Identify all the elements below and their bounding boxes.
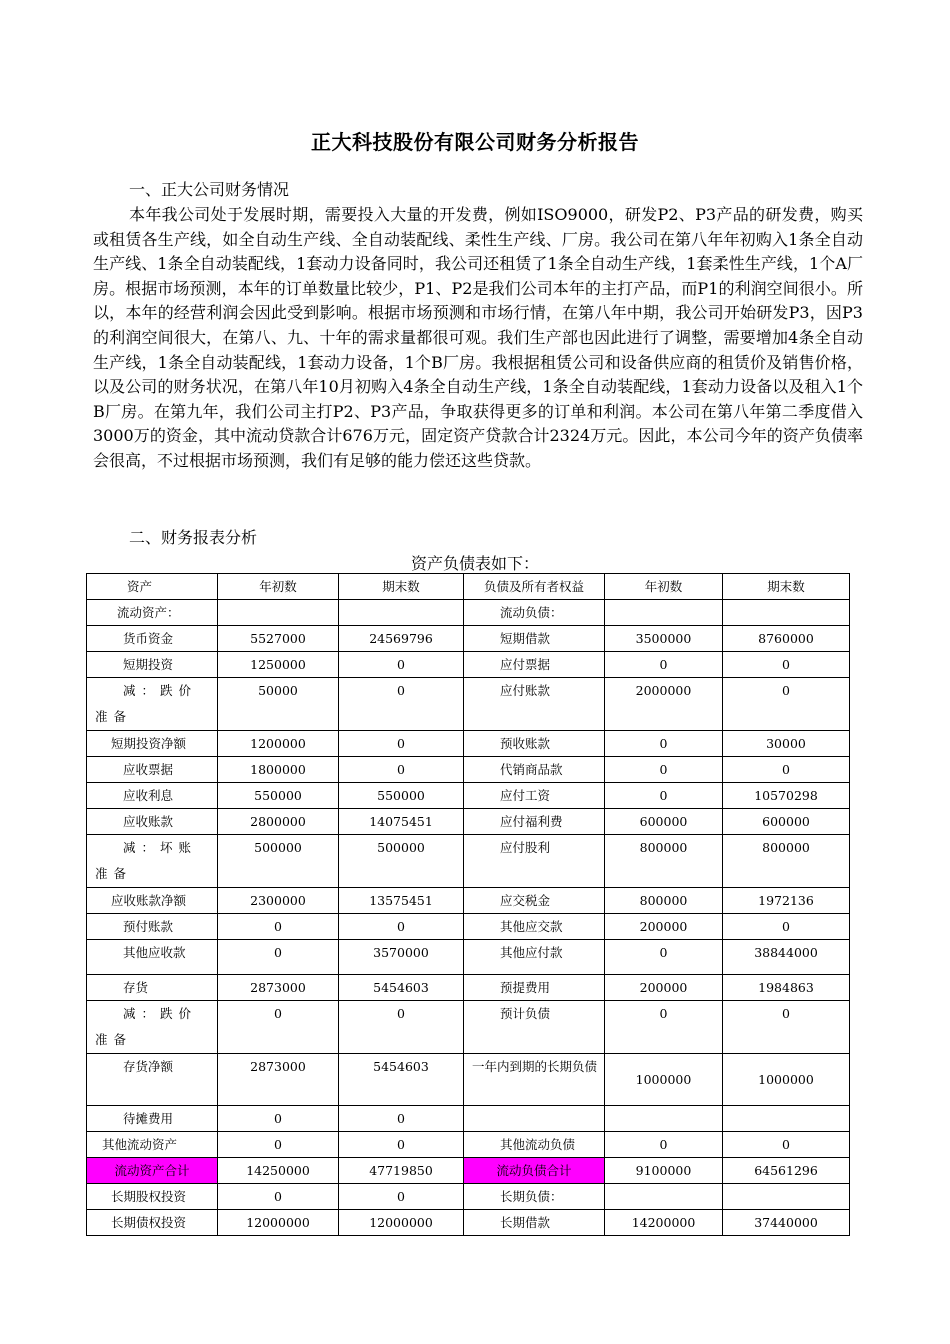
table-row xyxy=(87,1210,850,1236)
table-row xyxy=(87,1106,850,1132)
cell-value: 1000000 xyxy=(605,1054,723,1106)
cell-value: 800000 xyxy=(605,835,723,888)
cell-liability-label: 应付票据 xyxy=(464,652,605,678)
cell-value: 38844000 xyxy=(723,940,850,975)
table-row xyxy=(87,731,850,757)
cell-value: 0 xyxy=(339,652,464,678)
cell-value: 0 xyxy=(218,1132,339,1158)
cell-value: 1200000 xyxy=(218,731,339,757)
report-title: 正大科技股份有限公司财务分析报告 xyxy=(311,130,639,154)
table-row xyxy=(87,783,850,809)
cell-value xyxy=(723,600,850,626)
cell-value: 5527000 xyxy=(218,626,339,652)
cell-value: 0 xyxy=(605,731,723,757)
cell-liability-label: 预收账款 xyxy=(464,731,605,757)
cell-value: 10570298 xyxy=(723,783,850,809)
cell-asset-label: 减：坏账准备 xyxy=(87,835,218,888)
cell-value xyxy=(218,600,339,626)
cell-value: 3570000 xyxy=(339,940,464,975)
table-row xyxy=(87,652,850,678)
cell-value: 0 xyxy=(218,1001,339,1054)
header-assets: 资产 xyxy=(87,574,218,600)
cell-liability-label: 预计负债 xyxy=(464,1001,605,1054)
cell-value: 13575451 xyxy=(339,888,464,914)
cell-liability-total-label: 流动负债合计 xyxy=(464,1158,605,1184)
cell-liability-label: 预提费用 xyxy=(464,975,605,1001)
table-row xyxy=(87,678,850,731)
cell-value xyxy=(723,1106,850,1132)
cell-value: 0 xyxy=(605,652,723,678)
cell-value: 0 xyxy=(723,914,850,940)
header-begin: 年初数 xyxy=(605,574,723,600)
cell-value: 0 xyxy=(605,1001,723,1054)
cell-asset-label: 待摊费用 xyxy=(87,1106,218,1132)
cell-liability-label: 流动负债： xyxy=(464,600,605,626)
cell-asset-label: 应收利息 xyxy=(87,783,218,809)
cell-value: 1800000 xyxy=(218,757,339,783)
cell-value: 14075451 xyxy=(339,809,464,835)
header-end: 期末数 xyxy=(723,574,850,600)
cell-value: 600000 xyxy=(723,809,850,835)
cell-value: 50000 xyxy=(218,678,339,731)
table-row xyxy=(87,1054,850,1106)
cell-value: 0 xyxy=(339,757,464,783)
cell-value: 2300000 xyxy=(218,888,339,914)
cell-value: 1972136 xyxy=(723,888,850,914)
cell-value: 1984863 xyxy=(723,975,850,1001)
cell-liability-label: 应付账款 xyxy=(464,678,605,731)
cell-value: 0 xyxy=(723,1132,850,1158)
cell-value: 0 xyxy=(339,914,464,940)
cell-asset-label: 预付账款 xyxy=(87,914,218,940)
cell-value: 0 xyxy=(723,757,850,783)
header-end: 期末数 xyxy=(339,574,464,600)
cell-value: 24569796 xyxy=(339,626,464,652)
cell-asset-total-label: 流动资产合计 xyxy=(87,1158,218,1184)
cell-value: 12000000 xyxy=(218,1210,339,1236)
cell-value: 14250000 xyxy=(218,1158,339,1184)
section-heading-1: 一、正大公司财务情况 xyxy=(129,180,290,199)
cell-value: 0 xyxy=(339,1132,464,1158)
table-header-row xyxy=(87,574,850,600)
table-row xyxy=(87,809,850,835)
cell-value: 500000 xyxy=(339,835,464,888)
cell-value: 12000000 xyxy=(339,1210,464,1236)
table-caption: 资产负债表如下： xyxy=(410,554,539,573)
cell-liability-label: 代销商品款 xyxy=(464,757,605,783)
cell-value: 0 xyxy=(218,914,339,940)
cell-asset-label: 其他应收款 xyxy=(87,940,218,975)
table-row xyxy=(87,1132,850,1158)
cell-value: 1000000 xyxy=(723,1054,850,1106)
header-begin: 年初数 xyxy=(218,574,339,600)
cell-value: 2000000 xyxy=(605,678,723,731)
cell-asset-label: 减：跌价准备 xyxy=(87,1001,218,1054)
cell-asset-label: 减：跌价准备 xyxy=(87,678,218,731)
cell-value xyxy=(605,1184,723,1210)
cell-value: 64561296 xyxy=(723,1158,850,1184)
cell-asset-label: 应收账款净额 xyxy=(87,888,218,914)
cell-value: 600000 xyxy=(605,809,723,835)
cell-value: 550000 xyxy=(218,783,339,809)
cell-asset-label: 存货净额 xyxy=(87,1054,218,1106)
cell-value: 5454603 xyxy=(339,975,464,1001)
cell-liability-label: 其他流动负债 xyxy=(464,1132,605,1158)
cell-value: 0 xyxy=(339,1106,464,1132)
cell-value: 0 xyxy=(605,757,723,783)
cell-value: 8760000 xyxy=(723,626,850,652)
cell-value: 550000 xyxy=(339,783,464,809)
cell-value: 0 xyxy=(218,1106,339,1132)
cell-value: 800000 xyxy=(605,888,723,914)
cell-value: 9100000 xyxy=(605,1158,723,1184)
cell-asset-label: 长期股权投资 xyxy=(87,1184,218,1210)
cell-liability-label: 其他应交款 xyxy=(464,914,605,940)
cell-value: 1250000 xyxy=(218,652,339,678)
table-row xyxy=(87,940,850,975)
cell-value: 14200000 xyxy=(605,1210,723,1236)
cell-liability-label: 长期负债： xyxy=(464,1184,605,1210)
cell-value: 0 xyxy=(339,678,464,731)
cell-asset-label: 其他流动资产 xyxy=(87,1132,218,1158)
cell-value: 200000 xyxy=(605,975,723,1001)
cell-value: 30000 xyxy=(723,731,850,757)
table-row xyxy=(87,975,850,1001)
table-row xyxy=(87,914,850,940)
cell-liability-label xyxy=(464,1106,605,1132)
table-row-total xyxy=(87,1158,850,1184)
cell-value xyxy=(605,1106,723,1132)
cell-value: 2873000 xyxy=(218,1054,339,1106)
table-row xyxy=(87,626,850,652)
cell-asset-label: 存货 xyxy=(87,975,218,1001)
cell-liability-label: 应付福利费 xyxy=(464,809,605,835)
cell-value xyxy=(605,600,723,626)
cell-liability-label: 一年内到期的长期负债 xyxy=(464,1054,605,1106)
report-paragraph: 本年我公司处于发展时期，需要投入大量的开发费，例如ISO9000，研发P2、P3产品的研发费，购买或租赁各生产线，如全自动生产线、全自动装配线、柔性生产线、厂房。我公司在第八年年初购入1条全自动生产线、1条全自动装配线，1套动力设备同时，我公司还租赁了1条全自动生产线，1套柔性生产线，1个A厂房。根据市场预测，本年的订单数量比较少，P1、P2是我们公司本年的主打产品，而P1的利润空间很小。所以，本年的经营利润会因此受到影响。根据市场预测和市场行情，在第八年中期，我公司开始研发P3，因P3的利润空间很大，在第八、九、十年的需求量都很可观。我们生产部也因此进行了调整，需要增加4条全自动生产线，1条全自动装配线，1套动力设备，1个B厂房。我根据租赁公司和设备供应商的租赁价及销售价格，以及公司的财务状况，在第八年10月初购入4条全自动生产线，1条全自动装配线，1套动力设备以及租入1个B厂房。在第九年，我们公司主打P2、P3产品，争取获得更多的订单和利润。本公司在第八年第二季度借入3000万的资金，其中流动贷款合计676万元，固定资产贷款合计2324万元。因此，本公司今年的资产负债率会很高，不过根据市场预测，我们有足够的能力偿还这些贷款。 xyxy=(93,205,863,470)
cell-value: 0 xyxy=(605,940,723,975)
cell-value: 800000 xyxy=(723,835,850,888)
table-row xyxy=(87,888,850,914)
cell-liability-label: 短期借款 xyxy=(464,626,605,652)
header-liabilities: 负债及所有者权益 xyxy=(464,574,605,600)
cell-value: 200000 xyxy=(605,914,723,940)
cell-value: 0 xyxy=(218,940,339,975)
table-row xyxy=(87,835,850,888)
cell-liability-label: 应交税金 xyxy=(464,888,605,914)
cell-value: 0 xyxy=(723,652,850,678)
cell-value: 0 xyxy=(723,1001,850,1054)
cell-liability-label: 应付工资 xyxy=(464,783,605,809)
cell-value: 5454603 xyxy=(339,1054,464,1106)
cell-asset-label: 短期投资净额 xyxy=(87,731,218,757)
cell-value: 2873000 xyxy=(218,975,339,1001)
table-row xyxy=(87,1001,850,1054)
cell-value: 3500000 xyxy=(605,626,723,652)
cell-value: 0 xyxy=(605,783,723,809)
cell-value: 500000 xyxy=(218,835,339,888)
cell-value: 0 xyxy=(339,731,464,757)
cell-liability-label: 其他应付款 xyxy=(464,940,605,975)
cell-value: 37440000 xyxy=(723,1210,850,1236)
cell-value: 0 xyxy=(339,1184,464,1210)
cell-asset-label: 短期投资 xyxy=(87,652,218,678)
balance-sheet-table xyxy=(86,573,850,1236)
cell-value xyxy=(723,1184,850,1210)
cell-liability-label: 长期借款 xyxy=(464,1210,605,1236)
cell-asset-label: 应收票据 xyxy=(87,757,218,783)
table-row xyxy=(87,757,850,783)
cell-value: 0 xyxy=(605,1132,723,1158)
cell-value: 0 xyxy=(339,1001,464,1054)
cell-liability-label: 应付股利 xyxy=(464,835,605,888)
table-row xyxy=(87,600,850,626)
cell-asset-label: 流动资产： xyxy=(87,600,218,626)
cell-value: 0 xyxy=(723,678,850,731)
table-row xyxy=(87,1184,850,1210)
cell-value: 47719850 xyxy=(339,1158,464,1184)
section-heading-2: 二、财务报表分析 xyxy=(129,528,258,547)
cell-asset-label: 货币资金 xyxy=(87,626,218,652)
cell-asset-label: 应收账款 xyxy=(87,809,218,835)
cell-value: 0 xyxy=(218,1184,339,1210)
cell-value: 2800000 xyxy=(218,809,339,835)
cell-asset-label: 长期债权投资 xyxy=(87,1210,218,1236)
cell-value xyxy=(339,600,464,626)
